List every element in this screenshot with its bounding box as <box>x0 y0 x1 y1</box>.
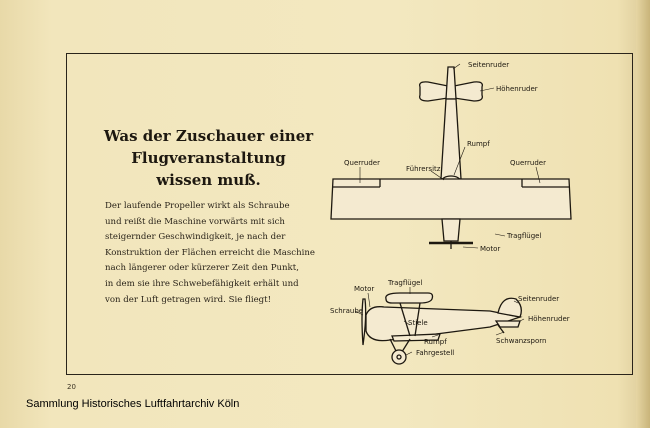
body-line: von der Luft getragen wird. Sie fliegt! <box>105 294 272 305</box>
label-rumpf-top: Rumpf <box>467 140 490 148</box>
page-heading <box>96 125 321 191</box>
label-seitenruder-side: Seitenruder <box>518 295 560 303</box>
label-schraube: Schraube <box>330 307 364 315</box>
label-hoehenruder-top: Höhenruder <box>496 85 538 93</box>
label-querruder-left: Querruder <box>344 159 380 167</box>
top-view-airplane <box>331 67 571 249</box>
body-line: Konstruktion der Flächen erreicht die Maschine <box>105 247 316 258</box>
label-stiele: Stiele <box>408 319 428 327</box>
body-line: steigernder Geschwindigkeit, je nach der <box>105 232 286 243</box>
label-motor-side: Motor <box>354 285 375 293</box>
body-paragraph <box>105 199 316 308</box>
label-querruder-right: Querruder <box>510 159 546 167</box>
label-hoehenruder-side: Höhenruder <box>528 315 570 323</box>
heading-line-2: Flugveranstaltung <box>131 149 286 167</box>
label-rumpf-side: Rumpf <box>424 338 447 346</box>
page-number: 20 <box>67 383 76 391</box>
body-line: nach längerer oder kürzerer Zeit den Punkt, <box>105 263 299 274</box>
page-edge <box>636 0 650 428</box>
heading-line-1: Was der Zuschauer einer <box>103 127 314 145</box>
label-motor-top: Motor <box>480 245 501 253</box>
label-tragfluegel-top: Tragflügel <box>507 232 542 240</box>
label-fuehrersitz: Führersitz <box>406 165 441 173</box>
airplane-diagram <box>320 55 620 375</box>
label-seitenruder-top: Seitenruder <box>468 61 510 69</box>
body-line: in dem sie ihre Schwebefähigkeit erhält und <box>105 278 299 289</box>
label-fahrgestell: Fahrgestell <box>416 349 455 357</box>
label-tragfluegel-side: Tragflügel <box>388 279 423 287</box>
archive-caption: Sammlung Historisches Luftfahrtarchiv Köln <box>26 398 240 410</box>
heading-line-3: wissen muß. <box>156 171 261 189</box>
label-schwanzsporn: Schwanzsporn <box>496 337 547 345</box>
body-line: und reißt die Maschine vorwärts mit sich <box>105 216 285 227</box>
body-line: Der laufende Propeller wirkt als Schraube <box>105 201 290 211</box>
